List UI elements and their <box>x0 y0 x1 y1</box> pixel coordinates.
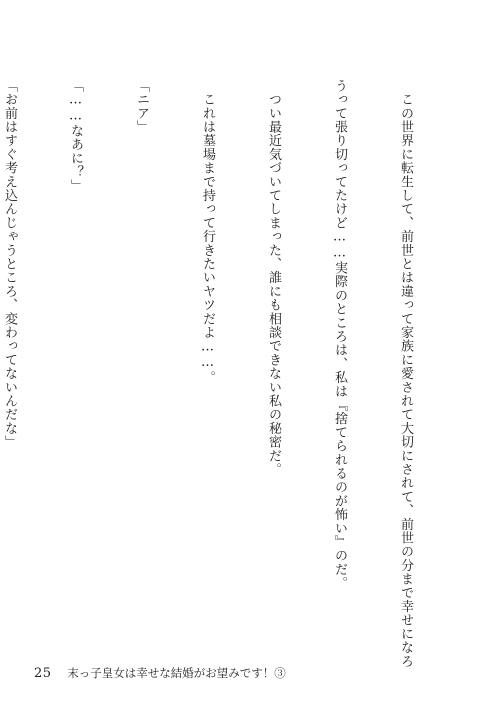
text-line-3: つい最近気づいてしまった、誰にも相談できない私の秘密だ。 <box>266 79 281 477</box>
vertical-text-body <box>0 79 460 669</box>
running-title: 末っ子皇女は幸せな結婚がお望みです！③ <box>67 666 286 680</box>
page-footer <box>34 665 286 681</box>
text-line-4: これは墓場まで持って行きたいヤツだよ……。 <box>200 79 215 385</box>
page-number: 25 <box>34 666 52 681</box>
text-line-1: この世界に転生して、前世とは違って家族に愛されて大切にされて、前世の分まで幸せになろ <box>398 79 413 669</box>
text-line-2: うって張り切ってたけど……実際のところは、私は『捨てられるのが怖い』のだ。 <box>332 79 347 590</box>
text-line-7: 「お前はすぐ考え込んじゃうところ、変わってないんだな」 <box>2 79 17 449</box>
text-line-5: 「ニア」 <box>134 79 149 134</box>
text-line-6: 「……なあに？」 <box>68 79 83 193</box>
